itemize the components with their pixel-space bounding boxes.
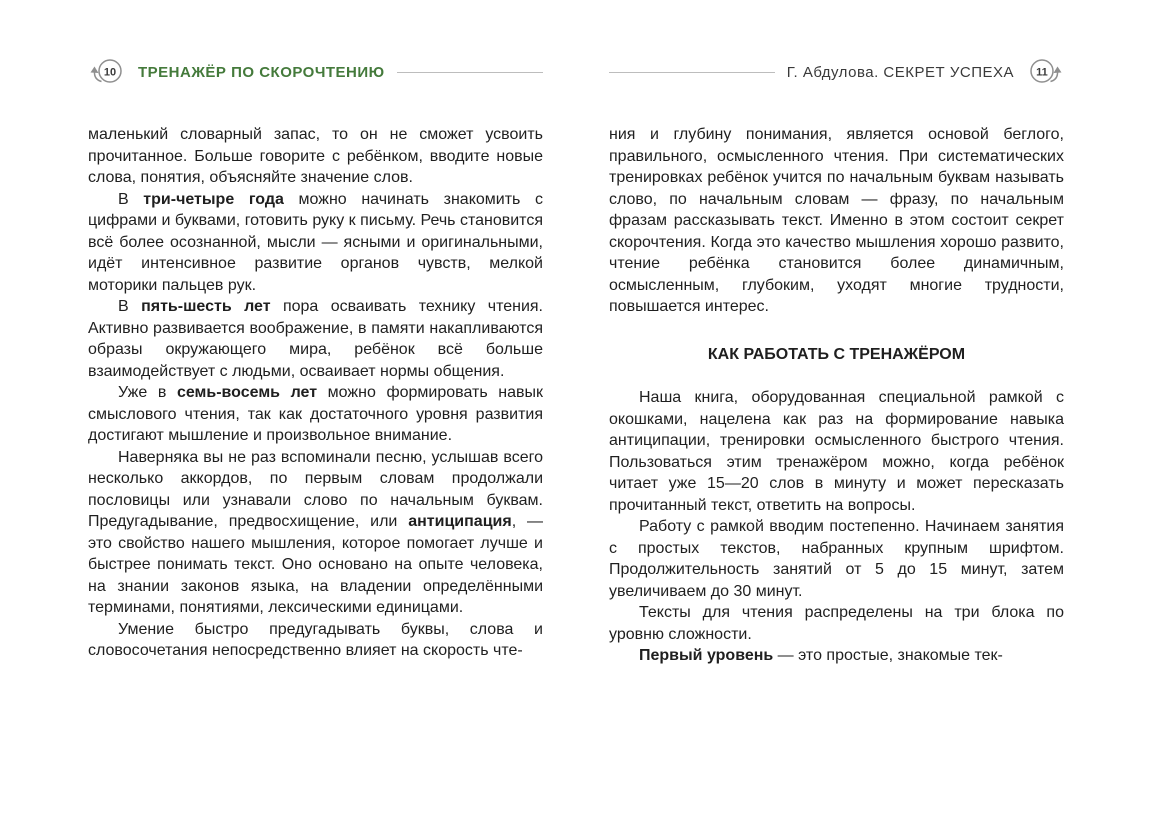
text-run: Работу с рамкой вводим постепенно. Начинаем занятия с простых текстов, набранных крупным шрифтом. Продолжительность занятий от 5 до 15 минут, затем увеличиваем до 30 минут. [609,518,1064,600]
text-run: Наша книга, оборудованная специальной рамкой с окошками, нацелена как раз на формирование навыка антиципации, тренировки осмысленного быстрого чтения. Пользоваться этим тренажёром можно, когда ребёнок читает уже 15—20 слов в минуту и может пересказать прочитанный текст, ответить на вопросы. [609,389,1064,514]
page-header-left [88,56,543,88]
paragraph [88,447,543,619]
page-header-right [609,56,1064,88]
section-heading [609,344,1064,366]
text-run: В [118,190,144,208]
paragraph [88,124,543,189]
bold-text: КАК РАБОТАТЬ С ТРЕНАЖЁРОМ [707,345,966,363]
paragraph [88,619,543,662]
text-run: можно формировать навык смыслового чтения, так как достаточного уровня развития достигают мышление и произвольное внимание. [88,384,544,444]
paragraph [88,382,543,447]
page-turn-icon [1026,57,1064,87]
page-right [609,56,1064,813]
text-run: Тексты для чтения распределены на три блока по уровню сложности. [609,604,1064,643]
page-turn-icon [88,57,126,87]
text-run: Умение быстро предугадывать буквы, слова и словосочетания непосредственно влияет на скорость чте- [88,620,543,659]
page-left [88,56,543,813]
running-head-left: ТРЕНАЖЁР ПО СКОРОЧТЕНИЮ [138,63,385,81]
text-run: Уже в [118,384,177,401]
prev-page-button[interactable] [88,57,126,87]
page-body-left [88,124,543,662]
text-run: В [118,298,142,315]
header-rule [609,72,775,73]
paragraph [609,387,1064,516]
page-body-right [609,124,1064,667]
running-head-right: Г. Абдулова. СЕКРЕТ УСПЕХА [786,63,1014,81]
paragraph [88,296,543,382]
bold-text: пять-шесть лет [141,298,271,315]
text-run: , — это свойство нашего мышления, которое помогает лучше и быстрее понимать текст. Оно основано на опыте человека, на знании законов языка, на владении определёнными терминами, понятиями, лексическими единицами. [88,513,544,616]
text-run: Наверняка вы не раз вспоминали песню, услышав всего несколько аккордов, по первым словам продолжали пословицы или узнавали слово по начальным буквам. Предугадывание, предвосхищение, или [88,448,543,530]
bold-text: антиципация [408,513,512,530]
page-number-right: 11 [1036,66,1048,79]
text-run: пора осваивать технику чтения. Активно развивается воображение, в памяти накапливаются образы окружающего мира, ребёнок всё больше взаимодействует с людьми, осваивает нормы общения. [88,298,543,380]
paragraph [609,602,1064,645]
text-run: ния и глубину понимания, является основой беглого, правильного, осмысленного чтения. При систематических тренировках ребёнок учится по начальным буквам называть слово, по начальным словам — фразу, по начальным фразам рассказывать текст. Именно в этом состоит секрет скорочтения. Когда это качество мышления хорошо развито, чтение ребёнка становится более динамичным, осмысленным, глубоким, уходят многие трудности, повышается интерес. [609,126,1064,315]
bold-text: семь-восемь лет [176,384,318,401]
text-run: можно начинать знакомить с цифрами и буквами, готовить руку к письму. Речь становится всё более осознанной, мысли — ясными и оригинальными, идёт интенсивное развитие органов чувств, мелкой моторики пальцев рук. [88,190,544,294]
text-run: маленький словарный запас, то он не сможет усвоить прочитанное. Больше говорите с ребёнком, вводите новые слова, понятия, объясняйте значение слов. [88,126,543,186]
next-page-button[interactable] [1026,57,1064,87]
paragraph [88,189,543,297]
bold-text: три-четыре года [143,190,284,208]
paragraph [609,124,1064,318]
paragraph [609,516,1064,602]
text-run: — это простые, знакомые тек- [773,647,1003,664]
paragraph [609,645,1064,667]
header-rule [397,72,543,73]
bold-text: Первый уровень [639,647,774,664]
page-number-left: 10 [103,66,117,79]
